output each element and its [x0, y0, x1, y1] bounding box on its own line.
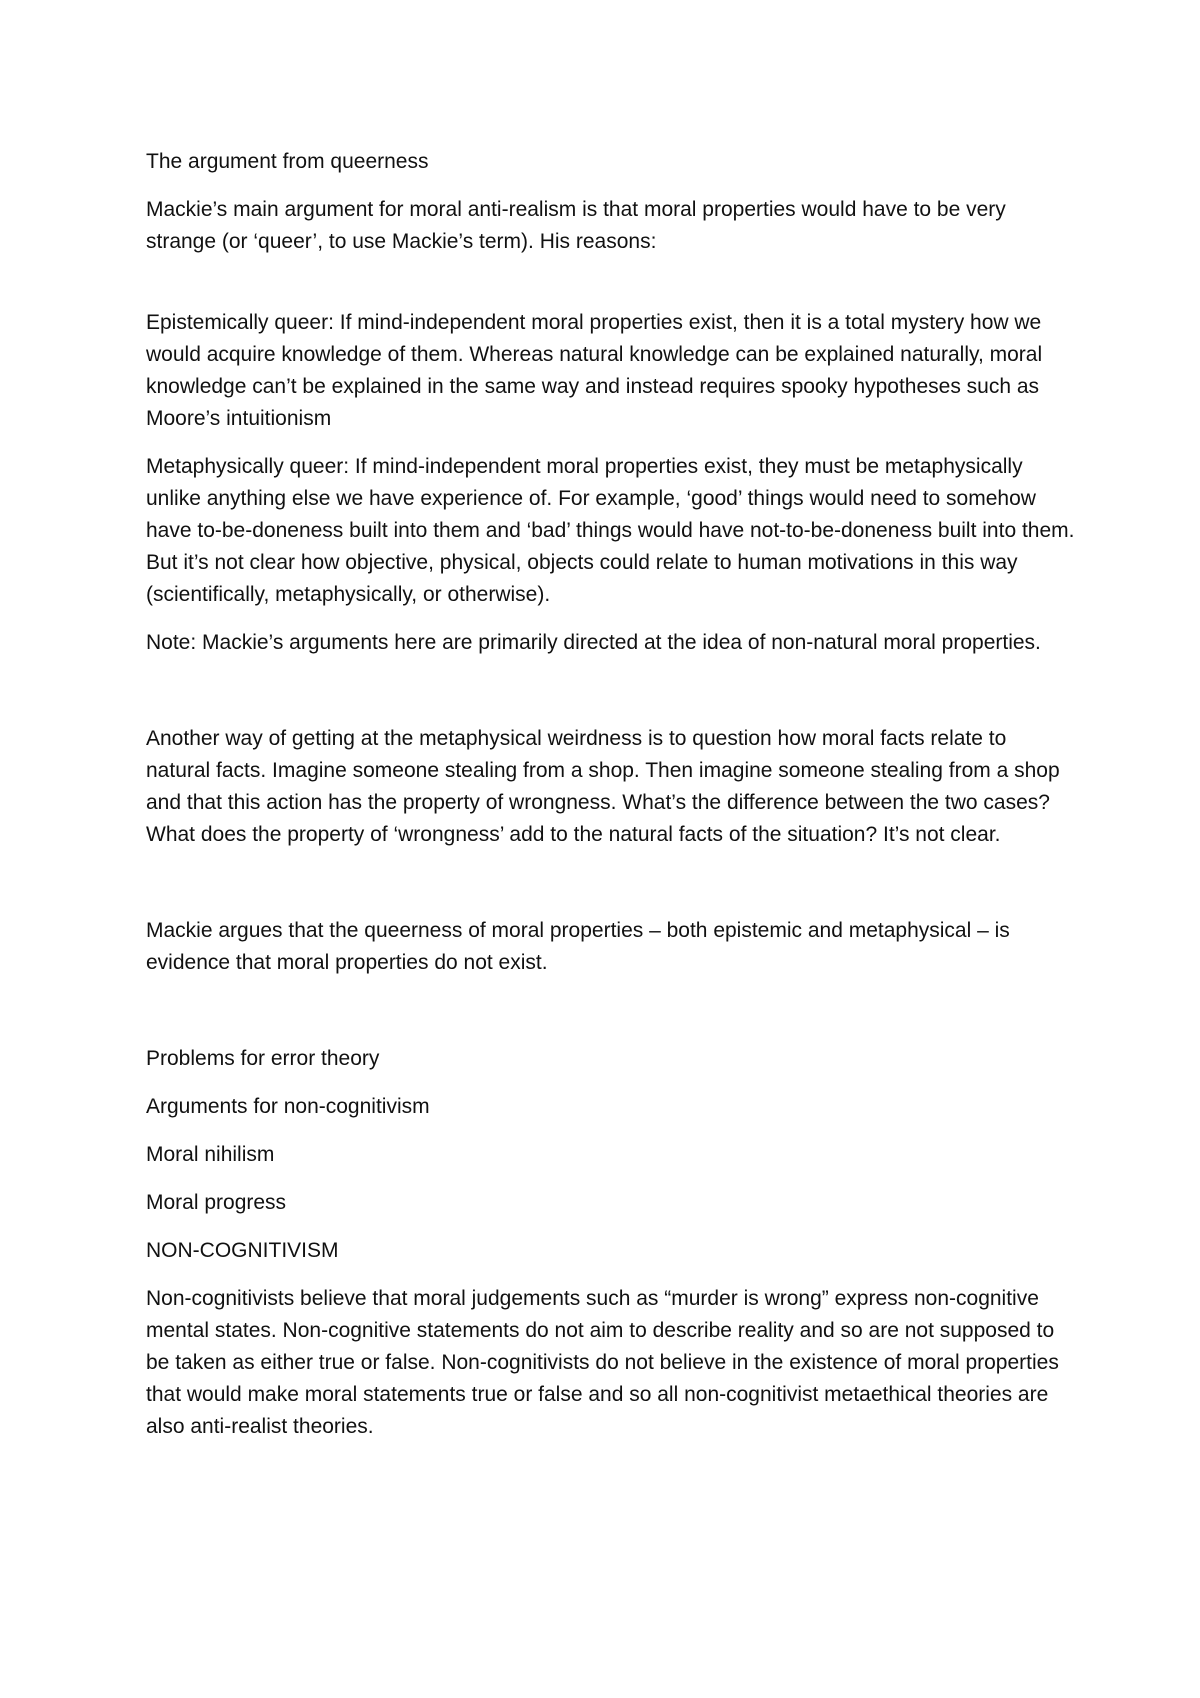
heading-moral-progress: Moral progress [146, 1191, 287, 1214]
note-paragraph: Note: Mackie’s arguments here are primarily directed at the idea of non-natural moral properties. [146, 631, 1041, 654]
metaphysical-paragraph: Metaphysically queer: If mind-independent moral properties exist, they must be metaphysically unlike anything else we have experience of. For example, ‘good’ things would need to somehow have to-be-doneness built into them and ‘bad’ things would have not-to-be-doneness built into them. But it’s not clear how objective, physical, objects could relate to human motivations in this way (scientifically, metaphysically, or otherwise). [146, 455, 1075, 606]
heading-problems-error-theory: Problems for error theory [146, 1047, 380, 1070]
non-cognitivism-paragraph: Non-cognitivists believe that moral judgements such as “murder is wrong” express non-cognitive mental states. Non-cognitive statements do not aim to describe reality and so are not supposed to be taken as either true or false. Non-cognitivists do not believe in the existence of moral properties that would make moral statements true or false and so all non-cognitivist metaethical theories are also anti-realist theories. [146, 1287, 1059, 1438]
heading-moral-nihilism: Moral nihilism [146, 1143, 275, 1166]
epistemic-paragraph: Epistemically queer: If mind-independent moral properties exist, then it is a total mystery how we would acquire knowledge of them. Whereas natural knowledge can be explained naturally, moral knowledge can’t be explained in the same way and instead requires spooky hypotheses such as Moore’s intuitionism [146, 311, 1043, 430]
another-way-paragraph: Another way of getting at the metaphysical weirdness is to question how moral facts relate to natural facts. Imagine someone stealing from a shop. Then imagine someone stealing from a shop and that this action has the property of wrongness. What’s the difference between the two cases? What does the property of ‘wrongness’ add to the natural facts of the situation? It’s not clear. [146, 727, 1060, 846]
spacer [146, 274, 1076, 307]
spacer [146, 995, 1076, 1043]
spacer [146, 867, 1076, 915]
section-title: The argument from queerness [146, 150, 429, 173]
heading-non-cognitivism: NON-COGNITIVISM [146, 1239, 339, 1262]
spacer [146, 675, 1076, 723]
conclusion-paragraph: Mackie argues that the queerness of moral properties – both epistemic and metaphysical – is evidence that moral properties do not exist. [146, 919, 1010, 974]
heading-arguments-non-cognitivism: Arguments for non-cognitivism [146, 1095, 430, 1118]
document-body [146, 146, 1076, 1459]
intro-paragraph: Mackie’s main argument for moral anti-realism is that moral properties would have to be very strange (or ‘queer’, to use Mackie’s term). His reasons: [146, 198, 1006, 253]
